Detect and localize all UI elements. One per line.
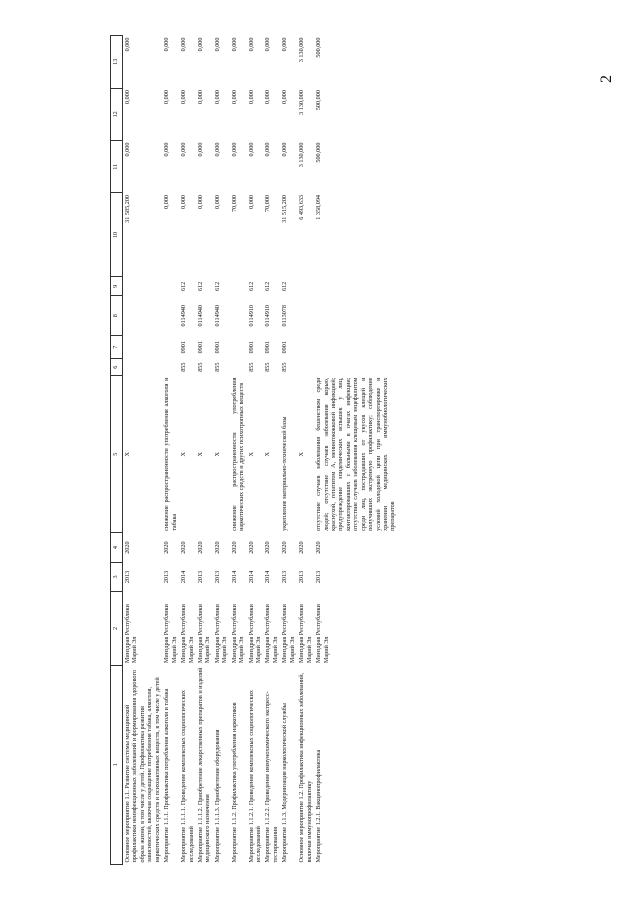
cell-c4: 2020 xyxy=(247,541,255,554)
cell-c10: 31 585,200 xyxy=(124,194,131,223)
cell-c5: X xyxy=(124,452,131,457)
cell-c1: Основное мероприятие 1.2. Профилактика инфекционных заболеваний, включая иммунопрофилактику xyxy=(298,672,313,863)
cell-c12: 0,000 xyxy=(124,90,131,104)
cell-c11: 0,000 xyxy=(281,142,289,157)
cell-c5: X xyxy=(213,452,221,457)
table-row xyxy=(213,36,230,865)
cell-c13: 500,000 xyxy=(315,37,323,58)
cell-c7: 0901 xyxy=(247,341,255,354)
cell-c3: 2013 xyxy=(298,570,306,584)
cell-c2: Минздрав Республики Марий Эл xyxy=(298,604,313,664)
cell-c4: 2020 xyxy=(124,541,131,554)
header-col-7: 7 xyxy=(111,336,123,359)
cell-c5: X xyxy=(298,452,306,457)
cell-c12: 0,000 xyxy=(230,90,238,104)
cell-c6 xyxy=(314,359,398,376)
cell-c2: Минздрав Республики Марий Эл xyxy=(163,604,178,664)
cell-c7: 0901 xyxy=(213,341,221,354)
header-col-8: 8 xyxy=(111,296,123,336)
cell-c13: 0,000 xyxy=(230,37,238,52)
cell-c8 xyxy=(123,296,163,336)
cell-c6: 855 xyxy=(264,362,272,372)
table-row xyxy=(230,36,247,865)
cell-c4: 2020 xyxy=(163,541,171,554)
table-row xyxy=(297,36,314,865)
cell-c11: 3 130,000 xyxy=(298,142,306,168)
cell-c2: Минздрав Республики Марий Эл xyxy=(281,604,296,664)
cell-c7 xyxy=(123,336,163,359)
cell-c12: 3 130,000 xyxy=(298,90,306,115)
cell-c4: 2020 xyxy=(213,541,221,554)
cell-c12: 0,000 xyxy=(180,90,188,104)
cell-c13: 0,000 xyxy=(124,37,131,52)
cell-c7: 0901 xyxy=(196,341,204,354)
cell-c7: 0901 xyxy=(264,341,272,354)
table-row xyxy=(162,36,179,865)
header-col-6: 6 xyxy=(111,359,123,376)
cell-c13: 0,000 xyxy=(281,37,289,52)
program-table xyxy=(110,35,398,865)
cell-c7 xyxy=(297,336,314,359)
cell-c10: 70,000 xyxy=(264,194,272,212)
cell-c8: 0114940 xyxy=(180,305,188,327)
cell-c7: 0901 xyxy=(180,341,188,354)
cell-c9: 612 xyxy=(180,281,188,291)
cell-c3: 2014 xyxy=(264,570,272,584)
table-row xyxy=(247,36,264,865)
cell-c5: X xyxy=(247,452,255,457)
cell-c11: 0,000 xyxy=(213,142,221,157)
header-col-5: 5 xyxy=(111,376,123,533)
cell-c1: Мероприятие 1.1.1.3. Приобретение оборудования xyxy=(213,729,221,863)
cell-c12: 0,000 xyxy=(264,90,272,104)
cell-c7: 0901 xyxy=(281,341,289,354)
cell-c2: Минздрав Республики Марий Эл xyxy=(264,604,279,664)
cell-c6 xyxy=(297,359,314,376)
cell-c11: 0,000 xyxy=(230,142,238,157)
cell-c9: 612 xyxy=(281,281,289,291)
cell-c3: 2013 xyxy=(281,570,289,584)
cell-c10: 31 515,200 xyxy=(281,194,289,223)
page-number: 2 xyxy=(598,75,615,83)
header-col-4: 4 xyxy=(111,533,123,562)
cell-c1: Мероприятие 1.2.1. Вакцинопрофилактика xyxy=(315,749,323,863)
cell-c6 xyxy=(230,359,247,376)
cell-c11: 0,000 xyxy=(196,142,204,157)
cell-c5: X xyxy=(180,452,188,457)
header-col-12: 12 xyxy=(111,88,123,140)
cell-c11: 0,000 xyxy=(163,142,171,157)
cell-c10: 6 493,633 xyxy=(298,194,306,220)
header-col-13: 13 xyxy=(111,36,123,89)
cell-c12: 0,000 xyxy=(196,90,204,104)
cell-c12: 0,000 xyxy=(163,90,171,104)
cell-c10: 0,000 xyxy=(213,194,221,209)
cell-c6: 855 xyxy=(213,362,221,372)
cell-c11: 0,000 xyxy=(247,142,255,157)
cell-c3: 2013 xyxy=(213,570,221,584)
cell-c2: Минздрав Республики Марий Эл xyxy=(213,604,229,664)
table-row xyxy=(314,36,398,865)
cell-c11: 500,000 xyxy=(315,142,323,163)
cell-c1: Основное мероприятие 1.1. Развитие системы медицинской профилактики неинфекционных заболеваний и формирования здорового образа жизни, в том числе у детей. Профилактика развития зависимостей, включая сокращение потребления табака, алкоголя, наркотических средств и психоактивных веществ, в том числе у детей xyxy=(124,670,161,863)
cell-c1: Мероприятие 1.1.2.1. Проведение комплексных социологических исследований xyxy=(247,690,262,863)
cell-c3: 2014 xyxy=(180,570,188,584)
cell-c9: 612 xyxy=(264,281,272,291)
cell-c3: 2013 xyxy=(315,570,323,584)
cell-c3: 2013 xyxy=(124,570,131,584)
cell-c9: 612 xyxy=(213,281,221,291)
cell-c10: 1 358,094 xyxy=(315,194,323,220)
cell-c8: 0113078 xyxy=(281,305,289,327)
cell-c3: 2014 xyxy=(247,570,255,584)
cell-c10: 0,000 xyxy=(163,194,171,209)
cell-c9 xyxy=(230,277,247,296)
cell-c6 xyxy=(162,359,179,376)
cell-c10: 0,000 xyxy=(247,194,255,209)
cell-c13: 0,000 xyxy=(180,37,188,52)
header-row xyxy=(111,36,123,865)
cell-c9 xyxy=(314,277,398,296)
cell-c9 xyxy=(162,277,179,296)
cell-c13: 0,000 xyxy=(213,37,221,52)
header-col-9: 9 xyxy=(111,277,123,296)
cell-c8: 0114910 xyxy=(247,305,255,327)
cell-c1: Мероприятие 1.1.2. Профилактика употребления наркотиков xyxy=(230,702,238,863)
header-col-10: 10 xyxy=(111,193,123,277)
cell-c8: 0114940 xyxy=(213,305,221,327)
cell-c10: 0,000 xyxy=(196,194,204,209)
cell-c13: 0,000 xyxy=(264,37,272,52)
cell-c4: 2020 xyxy=(196,541,204,554)
cell-c4: 2020 xyxy=(180,541,188,554)
cell-c9 xyxy=(123,277,163,296)
cell-c10: 0,000 xyxy=(180,194,188,209)
cell-c6: 855 xyxy=(180,362,188,372)
cell-c5: отсутствие случаев заболевания бешенством среди людей; отсутствие случаев заболевания корью, краснухой, гепатитом А, менингококковой инфекцией; предупреждение эпидемических вспышек у лиц, контактировавших с больными в очагах инфекции; отсутствие случаев заболевания клещевым энцефалитом среди лиц, пострадавших от укусов клещей и получивших экстренную профилактику; соблюдение условий холодовой цепи при транспортировке и хранении медицинских иммунобиологических препаратов xyxy=(315,377,397,531)
cell-c1: Мероприятие 1.1.1. Профилактика потребления алкоголя и табака xyxy=(163,688,171,863)
cell-c6 xyxy=(123,359,163,376)
cell-c8 xyxy=(314,296,398,336)
cell-c6: 855 xyxy=(281,362,289,372)
cell-c9: 612 xyxy=(247,281,255,291)
cell-c13: 0,000 xyxy=(247,37,255,52)
cell-c7 xyxy=(162,336,179,359)
cell-c7 xyxy=(230,336,247,359)
cell-c2: Минздрав Республики Марий Эл xyxy=(180,604,195,664)
cell-c13: 3 130,000 xyxy=(298,37,306,63)
cell-c1: Мероприятие 1.1.1.2. Приобретение лекарственных препаратов и изделий медицинского назначения xyxy=(196,667,212,863)
cell-c13: 0,000 xyxy=(196,37,204,52)
cell-c12: 0,000 xyxy=(247,90,255,104)
cell-c8: 0114910 xyxy=(264,305,272,327)
cell-c12: 0,000 xyxy=(281,90,289,104)
cell-c2: Минздрав Республики Марий Эл xyxy=(230,604,246,664)
cell-c4: 2020 xyxy=(298,541,306,554)
cell-c5: X xyxy=(264,452,272,457)
cell-c12: 0,000 xyxy=(213,90,221,104)
table-row xyxy=(263,36,280,865)
cell-c11: 0,000 xyxy=(180,142,188,157)
cell-c5: укрепление материально-технической базы xyxy=(281,416,289,531)
header-col-3: 3 xyxy=(111,562,123,591)
cell-c1: Мероприятие 1.1.1.1. Проведение комплексных социологических исследований xyxy=(180,690,195,863)
cell-c12: 500,000 xyxy=(315,90,323,111)
cell-c7 xyxy=(314,336,398,359)
cell-c8 xyxy=(297,296,314,336)
rotated-table-area xyxy=(110,35,580,865)
cell-c1: Мероприятие 1.1.3. Модернизация наркологической службы xyxy=(281,703,289,863)
cell-c8: 0114940 xyxy=(196,305,204,327)
header-col-11: 11 xyxy=(111,141,123,193)
cell-c5: X xyxy=(196,452,204,457)
cell-c5: снижение распространенности употребления наркотических средств и других психотропных веществ xyxy=(230,377,246,531)
table-row xyxy=(196,36,213,865)
cell-c2: Минздрав Республики Марий Эл xyxy=(196,604,212,664)
cell-c9: 612 xyxy=(196,281,204,291)
cell-c9 xyxy=(297,277,314,296)
cell-c11: 0,000 xyxy=(264,142,272,157)
cell-c2: Минздрав Республики Марий Эл xyxy=(247,604,262,664)
header-col-2: 2 xyxy=(111,592,123,665)
header-col-1: 1 xyxy=(111,665,123,864)
cell-c3: 2014 xyxy=(230,570,238,584)
cell-c2: Минздрав Республики Марий Эл xyxy=(124,604,139,664)
cell-c6: 855 xyxy=(196,362,204,372)
cell-c1: Мероприятие 1.1.2.2. Проведение иммунохимического экспресс-тестирования xyxy=(264,691,279,863)
cell-c10: 70,000 xyxy=(230,194,238,212)
cell-c6: 855 xyxy=(247,362,255,372)
cell-c4: 2020 xyxy=(230,541,238,554)
cell-c11: 0,000 xyxy=(124,142,131,157)
table-body xyxy=(123,36,398,865)
table-row xyxy=(179,36,196,865)
cell-c5: снижение распространенности употребления алкоголя и табака xyxy=(163,377,178,531)
table-row xyxy=(123,36,163,865)
cell-c3: 2013 xyxy=(163,570,171,584)
cell-c3: 2013 xyxy=(196,570,204,584)
cell-c4: 2020 xyxy=(281,541,289,554)
table-row xyxy=(280,36,297,865)
cell-c2: Минздрав Республики Марий Эл xyxy=(315,604,330,664)
cell-c4: 2020 xyxy=(264,541,272,554)
cell-c8 xyxy=(230,296,247,336)
cell-c8 xyxy=(162,296,179,336)
cell-c13: 0,000 xyxy=(163,37,171,52)
cell-c4: 2020 xyxy=(315,541,323,554)
